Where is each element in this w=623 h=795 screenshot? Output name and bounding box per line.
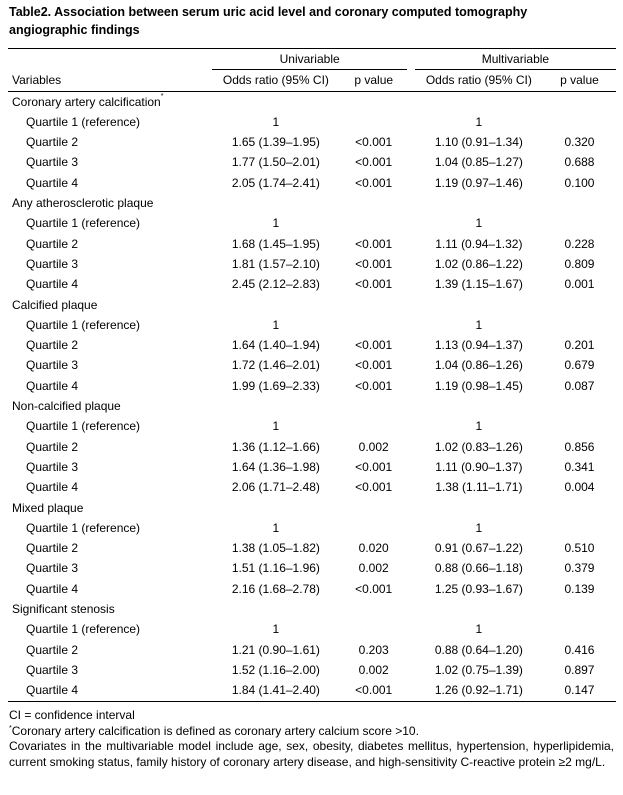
- quartile-label: Quartile 4: [26, 581, 79, 596]
- table-title-line1: Table2. Association between serum uric acid level and coronary computed tomography: [9, 5, 528, 19]
- multivariable-odds-ratio: 1.38 (1.11–1.71): [435, 480, 523, 495]
- footnote-covariates: Covariates in the multivariable model include age, sex, obesity, diabetes mellitus, hypertension, hyperlipidemia, current smoking status, family history of coronary artery disease, and high-sensitivity C-reactive protein ≥2 mg/L.: [9, 739, 614, 769]
- section-label: [8, 498, 212, 518]
- table-row: [8, 173, 616, 193]
- univariable-p-value: 0.002: [358, 439, 389, 454]
- multivariable-odds-ratio: 1.11 (0.90–1.37): [435, 459, 523, 474]
- univariable-odds-ratio: 1: [272, 317, 280, 332]
- variables-header: Variables: [8, 70, 212, 91]
- univariable-p-value: 0.020: [358, 541, 389, 556]
- multivariable-odds-ratio: 1.02 (0.83–1.26): [434, 439, 523, 454]
- section-row: [8, 295, 616, 315]
- section-label: [8, 193, 212, 213]
- multivariable-odds-ratio: 1.04 (0.85–1.27): [434, 155, 523, 170]
- footnote-cac: [9, 724, 614, 740]
- univariable-odds-ratio: 1.81 (1.57–2.10): [231, 256, 320, 271]
- multivariable-p-value: [543, 619, 616, 639]
- univariable-p-value: <0.001: [355, 459, 393, 474]
- multivariable-odds-ratio: 1.13 (0.94–1.37): [434, 338, 523, 353]
- univariable-odds-ratio: 1.21 (0.90–1.61): [231, 642, 320, 657]
- footnote-cac-marker: *: [9, 724, 12, 732]
- table-title: [9, 3, 614, 39]
- section-row: [8, 599, 616, 619]
- univariable-p-value: <0.001: [355, 256, 393, 271]
- results-table: [8, 48, 616, 702]
- multivariable-p-value: 0.416: [564, 642, 595, 657]
- section-label: [8, 91, 212, 112]
- header-row-groups: [8, 49, 616, 70]
- univariable-p-value: 0.002: [358, 561, 389, 576]
- univariable-odds-ratio: 2.06 (1.71–2.48): [231, 480, 320, 495]
- multivariable-p-value: [543, 518, 616, 538]
- multivariable-odds-ratio: 1.19 (0.98–1.45): [434, 378, 523, 393]
- multivariable-odds-ratio: 1: [475, 520, 483, 535]
- table-row: [8, 274, 616, 294]
- univariable-odds-ratio: 1.51 (1.16–1.96): [231, 561, 320, 576]
- univariable-odds-ratio: 1.84 (1.41–2.40): [212, 680, 340, 701]
- multivariable-odds-ratio: 1.19 (0.97–1.46): [434, 175, 523, 190]
- table-row: [8, 355, 616, 375]
- header-row-columns: [8, 70, 616, 91]
- section-name: Non-calcified plaque: [12, 399, 121, 414]
- univariable-p-value: <0.001: [355, 581, 393, 596]
- multivariable-p-value: 0.856: [564, 439, 595, 454]
- multivariable-p-value: 0.679: [564, 358, 595, 373]
- table-row: [8, 254, 616, 274]
- multivariable-p-value: 0.228: [564, 236, 595, 251]
- univariable-odds-ratio: 1.72 (1.46–2.01): [231, 358, 320, 373]
- multivariable-p-value: 0.897: [564, 662, 595, 677]
- multivariable-odds-ratio: 1: [475, 622, 483, 637]
- or2-header: Odds ratio (95% CI): [415, 70, 543, 91]
- univariable-p-value: <0.001: [355, 277, 393, 292]
- multivariable-header: Multivariable: [415, 49, 616, 70]
- table-row: [8, 152, 616, 172]
- table-row: [8, 213, 616, 233]
- quartile-label: Quartile 1 (reference): [26, 114, 141, 129]
- univariable-p-value: 0.002: [358, 662, 389, 677]
- table-row: [8, 376, 616, 396]
- multivariable-odds-ratio: 1: [475, 114, 483, 129]
- univariable-p-value: <0.001: [355, 236, 393, 251]
- multivariable-p-value: [543, 315, 616, 335]
- quartile-label: Quartile 4: [26, 175, 79, 190]
- table-row: [8, 680, 616, 701]
- quartile-label: Quartile 1 (reference): [26, 520, 141, 535]
- univariable-p-value: [340, 315, 408, 335]
- multivariable-p-value: 0.379: [564, 561, 595, 576]
- univariable-p-value: <0.001: [355, 480, 393, 495]
- table-row: [8, 558, 616, 578]
- quartile-label: Quartile 2: [26, 338, 79, 353]
- multivariable-odds-ratio: 1: [475, 317, 483, 332]
- multivariable-p-value: 0.809: [564, 256, 595, 271]
- section-footnote-marker: *: [160, 92, 164, 100]
- footnote-cac-text: Coronary artery calcification is defined as coronary artery calcium score >10.: [11, 723, 419, 738]
- univariable-odds-ratio: 1.52 (1.16–2.00): [231, 662, 320, 677]
- quartile-label: Quartile 2: [26, 236, 79, 251]
- multivariable-p-value: 0.341: [564, 459, 595, 474]
- table-row: [8, 457, 616, 477]
- footnote-ci: CI = confidence interval: [9, 708, 135, 722]
- section-label: [8, 396, 212, 416]
- univariable-odds-ratio: 2.45 (2.12–2.83): [231, 277, 320, 292]
- univariable-p-value: [340, 619, 408, 639]
- univariable-p-value: <0.001: [355, 135, 393, 150]
- p1-header: p value: [340, 70, 408, 91]
- table-row: [8, 477, 616, 497]
- univariable-p-value: <0.001: [355, 358, 393, 373]
- table-row: [8, 660, 616, 680]
- table-row: [8, 518, 616, 538]
- univariable-odds-ratio: 2.16 (1.68–2.78): [231, 581, 320, 596]
- multivariable-odds-ratio: 1.02 (0.86–1.22): [434, 256, 523, 271]
- quartile-label: Quartile 3: [26, 256, 79, 271]
- univariable-odds-ratio: 1: [272, 622, 280, 637]
- univariable-p-value: <0.001: [355, 338, 393, 353]
- section-name: Mixed plaque: [12, 500, 84, 515]
- multivariable-odds-ratio: 0.88 (0.64–1.20): [434, 642, 523, 657]
- quartile-label: Quartile 2: [26, 642, 79, 657]
- quartile-label: Quartile 3: [26, 155, 79, 170]
- quartile-label: Quartile 4: [8, 680, 212, 701]
- table-row: [8, 112, 616, 132]
- multivariable-odds-ratio: 0.88 (0.66–1.18): [434, 561, 523, 576]
- section-name: Any atherosclerotic plaque: [12, 196, 154, 211]
- quartile-label: Quartile 1 (reference): [26, 622, 141, 637]
- quartile-label: Quartile 1 (reference): [26, 419, 141, 434]
- multivariable-p-value: 0.147: [543, 680, 616, 701]
- multivariable-odds-ratio: 1.39 (1.15–1.67): [434, 277, 523, 292]
- table-row: [8, 640, 616, 660]
- section-row: [8, 91, 616, 112]
- multivariable-odds-ratio: 0.91 (0.67–1.22): [434, 541, 523, 556]
- univariable-odds-ratio: 1.77 (1.50–2.01): [231, 155, 320, 170]
- quartile-label: Quartile 4: [26, 277, 79, 292]
- table-row: [8, 132, 616, 152]
- multivariable-odds-ratio: 1: [475, 216, 483, 231]
- multivariable-odds-ratio: 1.02 (0.75–1.39): [434, 662, 523, 677]
- table-footnotes: [9, 708, 614, 770]
- table-row: [8, 234, 616, 254]
- section-name: Coronary artery calcification: [12, 94, 161, 109]
- table-row: [8, 335, 616, 355]
- quartile-label: Quartile 3: [26, 662, 79, 677]
- multivariable-p-value: 0.087: [564, 378, 595, 393]
- table-title-line2: angiographic findings: [9, 23, 140, 37]
- section-row: [8, 193, 616, 213]
- multivariable-odds-ratio: 1.11 (0.94–1.32): [435, 236, 523, 251]
- multivariable-odds-ratio: 1.25 (0.93–1.67): [434, 581, 523, 596]
- quartile-label: Quartile 2: [26, 541, 79, 556]
- quartile-label: Quartile 3: [26, 358, 79, 373]
- univariable-header: Univariable: [212, 49, 408, 70]
- multivariable-p-value: 0.510: [564, 541, 595, 556]
- univariable-odds-ratio: 1.68 (1.45–1.95): [231, 236, 320, 251]
- quartile-label: Quartile 4: [26, 480, 79, 495]
- univariable-odds-ratio: 1: [272, 419, 280, 434]
- multivariable-p-value: 0.100: [564, 175, 595, 190]
- univariable-p-value: [340, 213, 408, 233]
- quartile-label: Quartile 4: [26, 378, 79, 393]
- table-row: [8, 579, 616, 599]
- univariable-p-value: <0.001: [355, 378, 393, 393]
- table-row: [8, 416, 616, 436]
- univariable-p-value: [340, 416, 408, 436]
- multivariable-p-value: [543, 213, 616, 233]
- section-row: [8, 396, 616, 416]
- table-row: [8, 538, 616, 558]
- section-label: [8, 599, 212, 619]
- univariable-p-value: <0.001: [340, 680, 408, 701]
- quartile-label: Quartile 2: [26, 439, 79, 454]
- univariable-odds-ratio: 1.64 (1.40–1.94): [231, 338, 320, 353]
- multivariable-p-value: 0.320: [564, 135, 595, 150]
- univariable-p-value: [340, 112, 408, 132]
- univariable-odds-ratio: 1.99 (1.69–2.33): [231, 378, 320, 393]
- univariable-odds-ratio: 1.36 (1.12–1.66): [231, 439, 320, 454]
- table-row: [8, 315, 616, 335]
- univariable-p-value: 0.203: [358, 642, 389, 657]
- univariable-odds-ratio: 2.05 (1.74–2.41): [231, 175, 320, 190]
- multivariable-odds-ratio: 1: [475, 419, 483, 434]
- table-row: [8, 437, 616, 457]
- univariable-p-value: <0.001: [355, 155, 393, 170]
- multivariable-p-value: 0.201: [564, 338, 595, 353]
- univariable-odds-ratio: 1.64 (1.36–1.98): [231, 459, 320, 474]
- quartile-label: Quartile 3: [26, 459, 79, 474]
- multivariable-p-value: [543, 416, 616, 436]
- quartile-label: Quartile 1 (reference): [26, 317, 141, 332]
- quartile-label: Quartile 3: [26, 561, 79, 576]
- univariable-odds-ratio: 1: [272, 114, 280, 129]
- univariable-odds-ratio: 1: [272, 216, 280, 231]
- univariable-odds-ratio: 1.65 (1.39–1.95): [231, 135, 320, 150]
- quartile-label: Quartile 1 (reference): [26, 216, 141, 231]
- multivariable-p-value: 0.004: [564, 480, 595, 495]
- multivariable-odds-ratio: 1.04 (0.86–1.26): [434, 358, 523, 373]
- section-name: Significant stenosis: [12, 602, 115, 617]
- univariable-odds-ratio: 1.38 (1.05–1.82): [231, 541, 320, 556]
- multivariable-odds-ratio: 1.10 (0.91–1.34): [434, 135, 523, 150]
- quartile-label: Quartile 2: [26, 135, 79, 150]
- or1-header: Odds ratio (95% CI): [212, 70, 340, 91]
- multivariable-p-value: 0.688: [564, 155, 595, 170]
- univariable-p-value: <0.001: [355, 175, 393, 190]
- multivariable-odds-ratio: 1.26 (0.92–1.71): [415, 680, 543, 701]
- section-label: [8, 295, 212, 315]
- section-name: Calcified plaque: [12, 297, 98, 312]
- multivariable-p-value: 0.139: [564, 581, 595, 596]
- univariable-p-value: [340, 518, 408, 538]
- table-row: [8, 619, 616, 639]
- multivariable-p-value: [543, 112, 616, 132]
- univariable-odds-ratio: 1: [272, 520, 280, 535]
- section-row: [8, 498, 616, 518]
- p2-header: p value: [543, 70, 616, 91]
- multivariable-p-value: 0.001: [564, 277, 595, 292]
